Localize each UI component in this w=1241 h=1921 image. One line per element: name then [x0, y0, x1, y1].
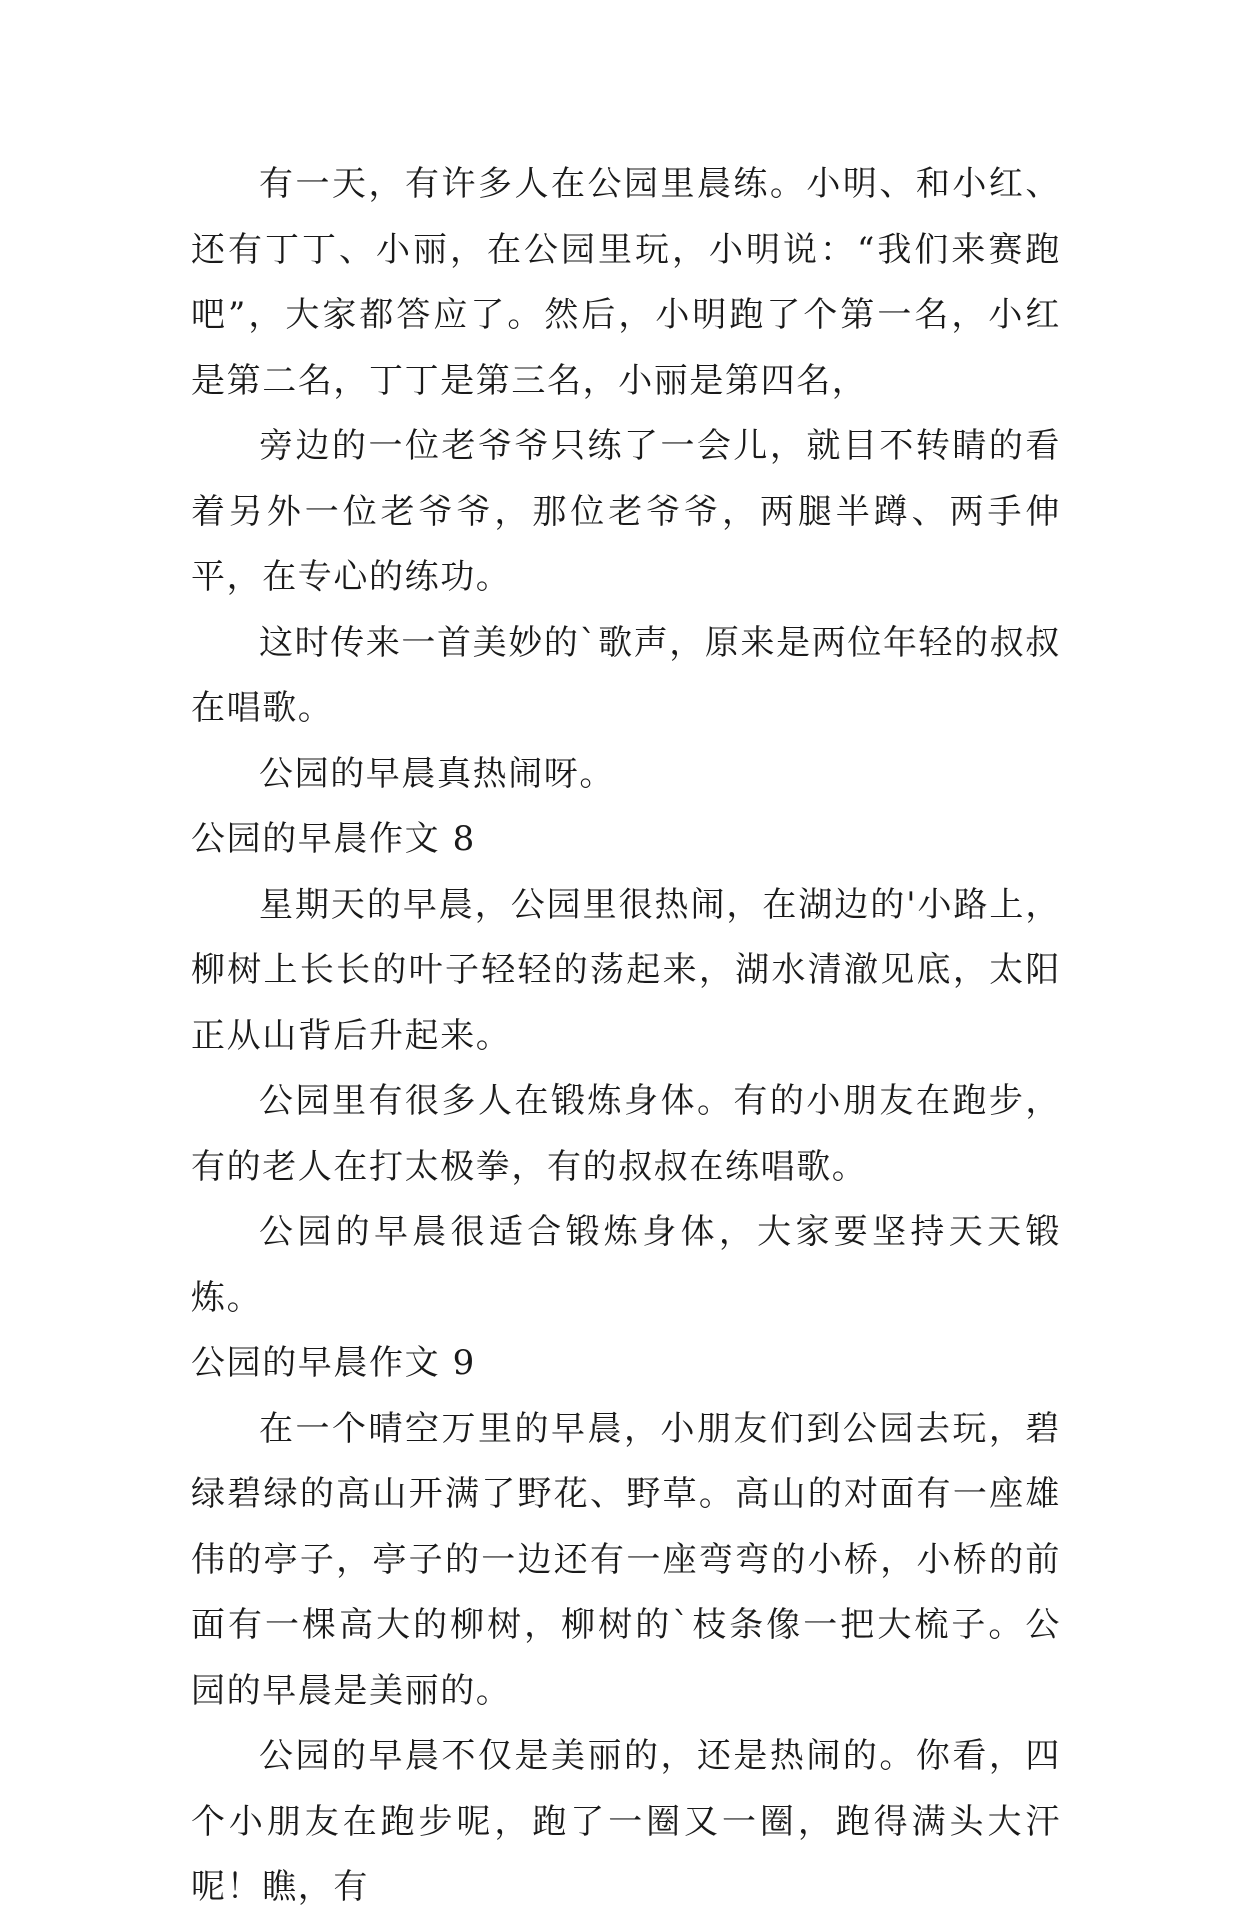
paragraph-8: 在一个晴空万里的早晨，小朋友们到公园去玩，碧绿碧绿的高山开满了野花、野草。高山的对面有一座雄伟的亭子，亭子的一边还有一座弯弯的小桥，小桥的前面有一棵高大的柳树，柳树的`枝条像一把大梳子。公园的早晨是美丽的。: [191, 1408, 1061, 1711]
section-heading-8: 公园的早晨作文 8: [191, 819, 476, 859]
paragraph-5: 星期天的早晨，公园里很热闹，在湖边的'小路上，柳树上长长的叶子轻轻的荡起来，湖水清澈见底，太阳正从山背后升起来。: [191, 884, 1061, 1056]
paragraph-2: 旁边的一位老爷爷只练了一会儿，就目不转睛的看着另外一位老爷爷，那位老爷爷，两腿半蹲、两手伸平，在专心的练功。: [191, 426, 1061, 597]
paragraph-7: 公园的早晨很适合锻炼身体，大家要坚持天天锻炼。: [191, 1212, 1061, 1318]
paragraph-6: 公园里有很多人在锻炼身体。有的小朋友在跑步，有的老人在打太极拳，有的叔叔在练唱歌。: [191, 1081, 1061, 1187]
paragraph-9: 公园的早晨不仅是美丽的，还是热闹的。你看，四个小朋友在跑步呢，跑了一圈又一圈，跑得满头大汗呢！瞧，有: [191, 1736, 1061, 1907]
paragraph-3: 这时传来一首美妙的`歌声，原来是两位年轻的叔叔在唱歌。: [191, 622, 1061, 728]
paragraph-1: 有一天，有许多人在公园里晨练。小明、和小红、还有丁丁、小丽，在公园里玩，小明说：“我们来赛跑吧”，大家都答应了。然后，小明跑了个第一名，小红是第二名，丁丁是第三名，小丽是第四名，: [191, 164, 1061, 401]
document-page: [191, 152, 1061, 1921]
section-heading-9: 公园的早晨作文 9: [191, 1343, 476, 1383]
paragraph-4: 公园的早晨真热闹呀。: [259, 753, 615, 794]
